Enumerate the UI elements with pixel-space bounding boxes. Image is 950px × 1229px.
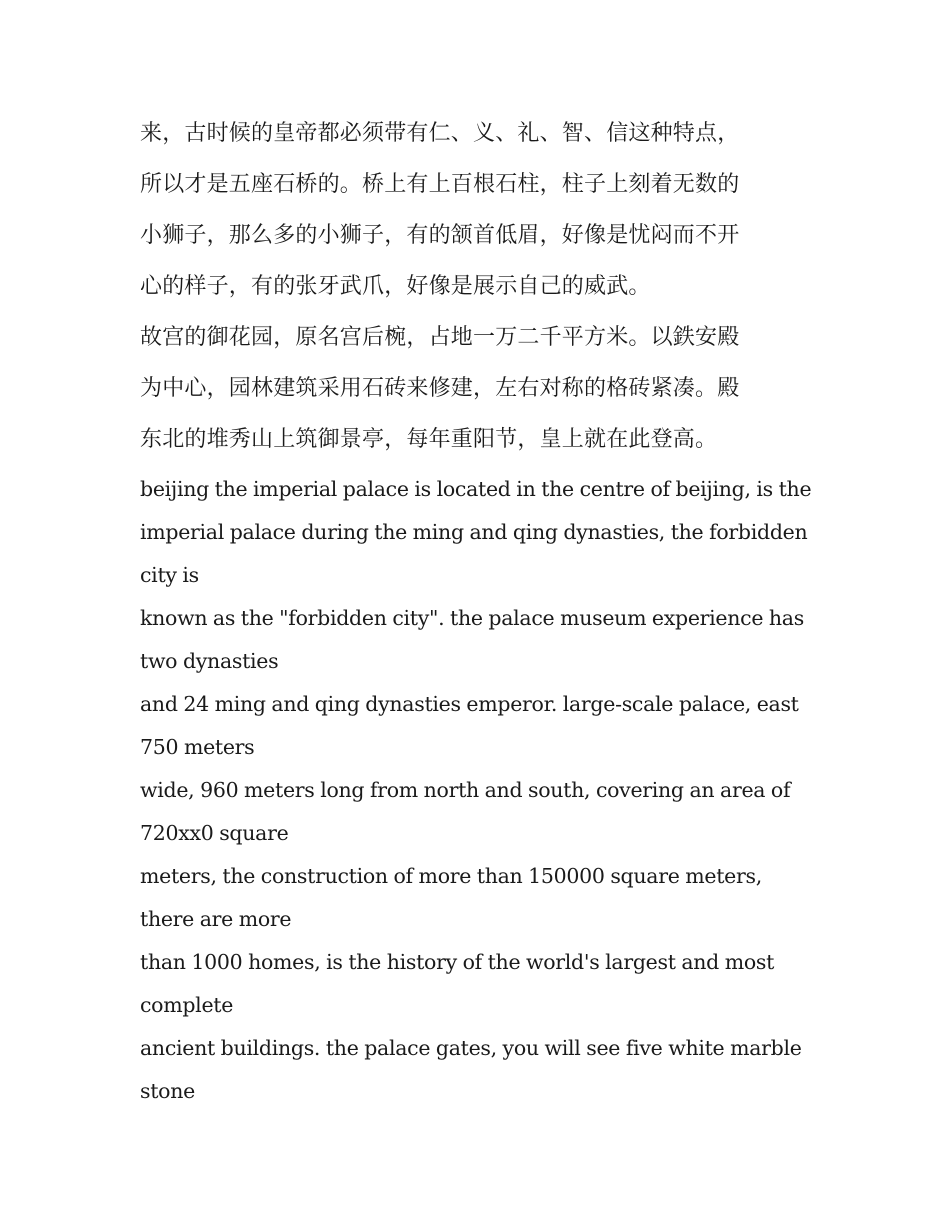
chinese-text-line: 所以才是五座石桥的。桥上有上百根石柱，柱子上刻着无数的: [140, 172, 740, 197]
chinese-paragraphs: [140, 108, 820, 465]
chinese-text-line: 东北的堆秀山上筑御景亭，每年重阳节，皇上就在此登高。: [140, 427, 718, 452]
english-text-line: complete: [140, 993, 234, 1017]
english-text-line: city is: [140, 563, 199, 587]
chinese-text-line: 为中心，园林建筑采用石砖来修建，左右对称的格砖紧凑。殿: [140, 376, 740, 401]
english-text-line: known as the "forbidden city". the palace museum experience has: [140, 606, 804, 630]
chinese-text-line: 小狮子，那么多的小狮子，有的颔首低眉，好像是忧闷而不开: [140, 223, 740, 248]
english-text-line: there are more: [140, 907, 292, 931]
english-text-line: beijing the imperial palace is located in the centre of beijing, is the: [140, 477, 812, 501]
english-text-line: 720xx0 square: [140, 821, 289, 845]
english-text-line: meters, the construction of more than 150000 square meters,: [140, 864, 762, 888]
english-text-line: and 24 ming and qing dynasties emperor. large-scale palace, east: [140, 692, 799, 716]
english-text-line: stone: [140, 1079, 195, 1103]
chinese-text-line: 故宫的御花园，原名宫后椀，占地一万二千平方米。以鉄安殿: [140, 325, 740, 350]
english-text-line: than 1000 homes, is the history of the world's largest and most: [140, 950, 775, 974]
english-text-line: wide, 960 meters long from north and south, covering an area of: [140, 778, 791, 802]
document-page: [140, 108, 820, 1113]
chinese-text-line: 心的样子，有的张牙武爪，好像是展示自己的威武。: [140, 274, 651, 299]
english-text-line: ancient buildings. the palace gates, you will see five white marble: [140, 1036, 802, 1060]
english-paragraph: [140, 468, 820, 1113]
english-text-line: two dynasties: [140, 649, 279, 673]
english-text-line: 750 meters: [140, 735, 255, 759]
english-text-line: imperial palace during the ming and qing dynasties, the forbidden: [140, 520, 808, 544]
chinese-text-line: 来，古时候的皇帝都必须带有仁、义、礼、智、信这种特点，: [140, 121, 740, 146]
